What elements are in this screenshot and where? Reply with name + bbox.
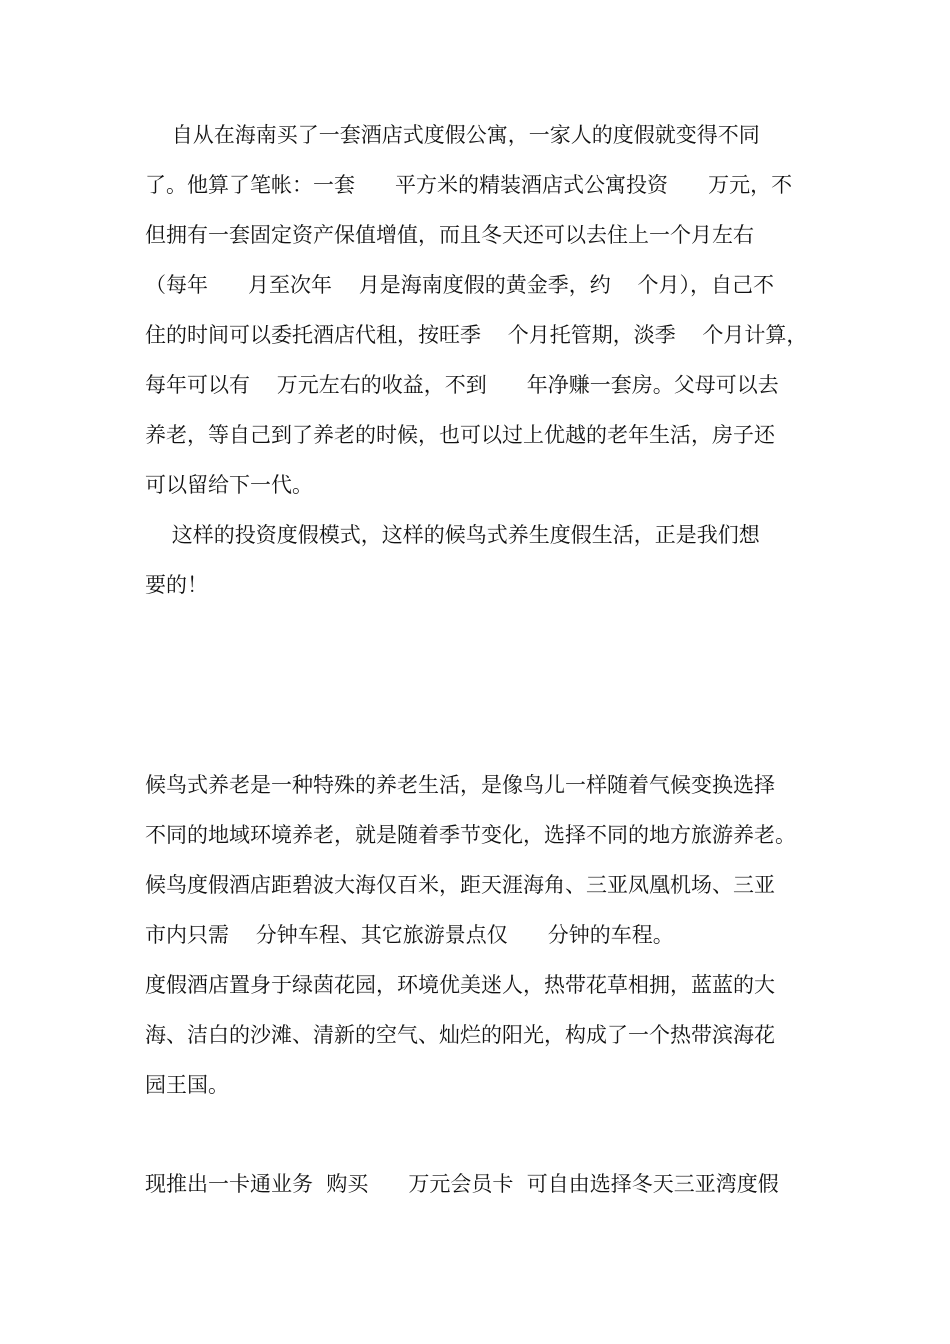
paragraph-3-line-2: 不同的地域环境养老，就是随着季节变化，选择不同的地方旅游养老。 (145, 823, 796, 847)
paragraph-1-line-2: 了。他算了笔帐：一套 平方米的精装酒店式公寓投资 万元，不 (145, 173, 793, 197)
paragraph-1-line-3: 但拥有一套固定资产保值增值，而且冬天还可以去住上一个月左右 (145, 223, 754, 247)
paragraph-4-line-3: 园王国。 (145, 1073, 229, 1097)
paragraph-3-line-3: 候鸟度假酒店距碧波大海仅百米，距天涯海角、三亚凤凰机场、三亚 (145, 873, 775, 897)
paragraph-2-line-1: 这样的投资度假模式，这样的候鸟式养生度假生活，正是我们想 (145, 523, 760, 547)
paragraph-1-line-7: 养老，等自己到了养老的时候，也可以过上优越的老年生活，房子还 (145, 423, 775, 447)
paragraph-5-line-1: 现推出一卡通业务 购买 万元会员卡 可自由选择冬天三亚湾度假 (145, 1172, 779, 1196)
paragraph-1-line-8: 可以留给下一代。 (145, 473, 313, 497)
paragraph-3-line-1: 候鸟式养老是一种特殊的养老生活，是像鸟儿一样随着气候变换选择 (145, 773, 775, 797)
paragraph-4-line-1: 度假酒店置身于绿茵花园，环境优美迷人，热带花草相拥，蓝蓝的大 (145, 973, 775, 997)
paragraph-3-line-4: 市内只需 分钟车程、其它旅游景点仅 分钟的车程。 (145, 923, 674, 947)
paragraph-1-line-4: （每年 月至次年 月是海南度假的黄金季，约 个月），自己不 (145, 273, 774, 297)
paragraph-1-line-5: 住的时间可以委托酒店代租，按旺季 个月托管期，淡季 个月计算， (145, 323, 808, 347)
paragraph-4-line-2: 海、洁白的沙滩、清新的空气、灿烂的阳光，构成了一个热带滨海花 (145, 1023, 775, 1047)
paragraph-1-line-1: 自从在海南买了一套酒店式度假公寓，一家人的度假就变得不同 (145, 123, 760, 147)
paragraph-1-line-6: 每年可以有 万元左右的收益，不到 年净赚一套房。父母可以去 (145, 373, 779, 397)
paragraph-2-line-2: 要的！ (145, 573, 208, 597)
